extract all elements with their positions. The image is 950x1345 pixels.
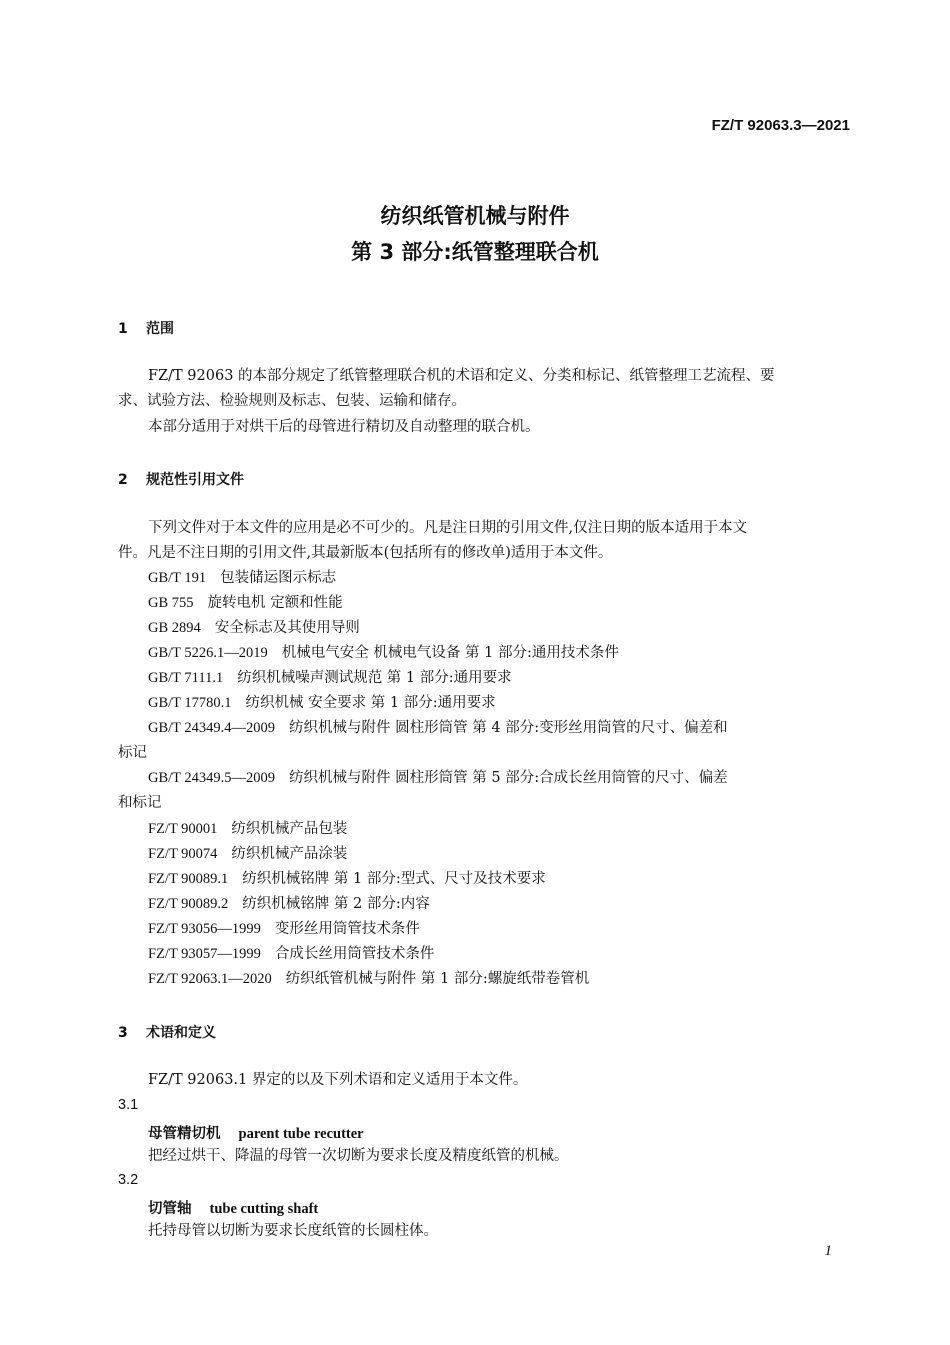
reference-code: GB 2894 [148, 620, 201, 636]
section-3-heading [118, 1022, 216, 1042]
reference-code: FZ/T 93057—1999 [148, 946, 261, 962]
reference-code: FZ/T 90089.1 [148, 871, 229, 887]
reference-item [148, 817, 347, 838]
reference-title: 纺织机械产品包装 [231, 821, 348, 837]
standard-number: FZ/T 92063.3—2021 [711, 117, 850, 134]
term-definition: 托持母管以切断为要求长度纸管的长圆柱体。 [148, 1223, 438, 1239]
reference-item [148, 967, 589, 988]
reference-title: 旋转电机 定额和性能 [207, 595, 343, 611]
reference-code: FZ/T 93056—1999 [148, 921, 261, 937]
term-chinese: 母管精切机 [148, 1126, 221, 1142]
reference-title: 纺织机械 安全要求 第 1 部分:通用要求 [245, 695, 496, 711]
document-subtitle: 第 3 部分:纸管整理联合机 [351, 240, 599, 264]
reference-code: FZ/T 90001 [148, 821, 218, 837]
references-intro-line1: 下列文件对于本文件的应用是必不可少的。凡是注日期的引用文件,仅注日期的版本适用于本文 [148, 520, 748, 536]
reference-item [148, 892, 430, 913]
term-english: parent tube recutter [238, 1126, 364, 1142]
reference-item [148, 591, 343, 612]
reference-code: GB/T 7111.1 [148, 670, 224, 686]
document-title: 纺织纸管机械与附件 [380, 204, 570, 228]
reference-item [148, 666, 512, 687]
reference-continuation: 和标记 [118, 795, 162, 811]
section-number: 1 [118, 321, 128, 337]
reference-code: FZ/T 90089.2 [148, 896, 229, 912]
reference-title: 纺织纸管机械与附件 第 1 部分:螺旋纸带卷管机 [285, 971, 590, 987]
reference-item [148, 566, 336, 587]
reference-title: 纺织机械噪声测试规范 第 1 部分:通用要求 [237, 670, 512, 686]
section-number: 3 [118, 1025, 128, 1041]
section-number: 2 [118, 472, 128, 488]
reference-title: 纺织机械铭牌 第 2 部分:内容 [242, 896, 430, 912]
scope-applicability: 本部分适用于对烘干后的母管进行精切及自动整理的联合机。 [148, 419, 540, 435]
reference-code: GB 755 [148, 595, 194, 611]
reference-item [148, 766, 728, 787]
reference-item [148, 716, 728, 737]
scope-paragraph-line2: 求、试验方法、检验规则及标志、包装、运输和储存。 [118, 393, 466, 409]
reference-title: 纺织机械产品涂装 [231, 846, 348, 862]
section-title: 规范性引用文件 [146, 472, 244, 488]
reference-code: FZ/T 92063.1—2020 [148, 971, 272, 987]
references-intro-line2: 件。凡是不注日期的引用文件,其最新版本(包括所有的修改单)适用于本文件。 [118, 545, 613, 561]
page-number: 1 [824, 1243, 832, 1259]
reference-code: GB/T 191 [148, 570, 207, 586]
reference-item [148, 641, 619, 662]
reference-code: GB/T 17780.1 [148, 695, 232, 711]
reference-item [148, 867, 546, 888]
reference-item [148, 942, 434, 963]
reference-item [148, 917, 420, 938]
term-number: 3.2 [118, 1172, 139, 1188]
section-title: 范围 [146, 321, 174, 337]
reference-title: 变形丝用筒管技术条件 [274, 921, 420, 937]
section-2-heading [118, 469, 244, 489]
reference-code: GB/T 24349.4—2009 [148, 720, 276, 736]
reference-continuation: 标记 [118, 745, 147, 761]
reference-code: FZ/T 90074 [148, 846, 218, 862]
reference-title: 合成长丝用筒管技术条件 [274, 946, 435, 962]
reference-code: GB/T 5226.1—2019 [148, 645, 268, 661]
reference-title: 纺织机械铭牌 第 1 部分:型式、尺寸及技术要求 [242, 871, 546, 887]
reference-item [148, 691, 496, 712]
reference-title: 纺织机械与附件 圆柱形筒管 第 4 部分:变形丝用筒管的尺寸、偏差和 [289, 720, 728, 736]
section-title: 术语和定义 [146, 1025, 216, 1041]
section-1-heading [118, 318, 174, 338]
term-chinese: 切管轴 [148, 1201, 192, 1217]
term-definition: 把经过烘干、降温的母管一次切断为要求长度及精度纸管的机械。 [148, 1148, 569, 1164]
term-english: tube cutting shaft [209, 1201, 319, 1217]
terms-intro: FZ/T 92063.1 界定的以及下列术语和定义适用于本文件。 [148, 1072, 528, 1088]
reference-title: 安全标志及其使用导则 [214, 620, 360, 636]
reference-title: 包装储运图示标志 [220, 570, 337, 586]
scope-paragraph-line1: FZ/T 92063 的本部分规定了纸管整理联合机的术语和定义、分类和标记、纸管整理工艺流程、要 [148, 368, 775, 384]
reference-code: GB/T 24349.5—2009 [148, 770, 276, 786]
term-number: 3.1 [118, 1097, 139, 1113]
reference-title: 机械电气安全 机械电气设备 第 1 部分:通用技术条件 [281, 645, 619, 661]
reference-item [148, 842, 347, 863]
reference-title: 纺织机械与附件 圆柱形筒管 第 5 部分:合成长丝用筒管的尺寸、偏差 [289, 770, 728, 786]
term-heading [148, 1197, 318, 1218]
term-heading [148, 1122, 364, 1143]
reference-item [148, 616, 360, 637]
